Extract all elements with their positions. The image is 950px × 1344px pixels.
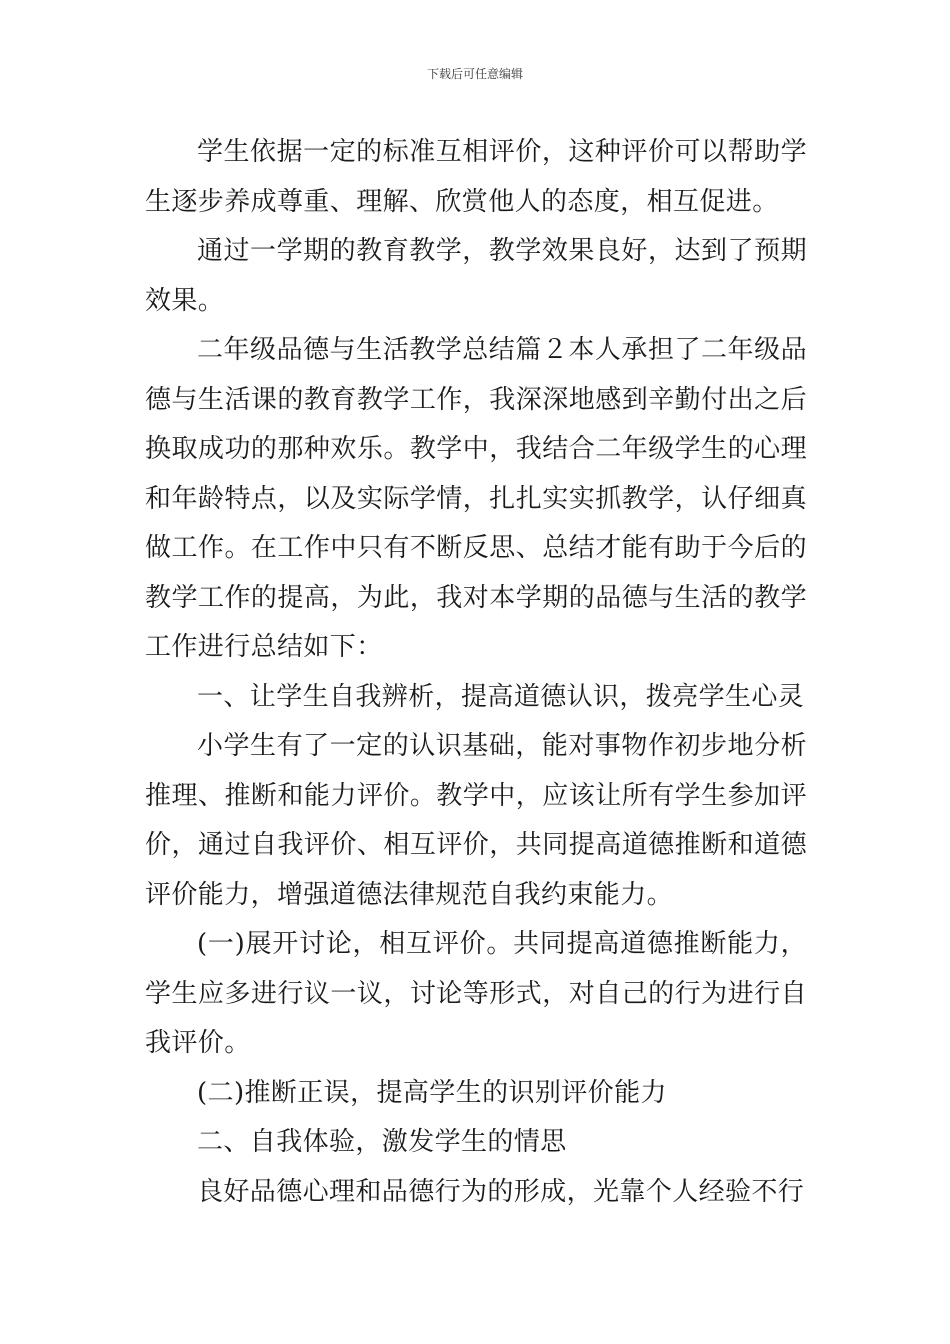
section-heading: 二、自我体验，激发学生的情思 <box>197 1127 567 1157</box>
section-heading: 一、让学生自我辨析，提高道德认识，拨亮学生心灵 <box>197 681 805 712</box>
document-body <box>145 128 807 1217</box>
paragraph: 学生依据一定的标准互相评价，这种评价可以帮助学生逐步养成尊重、理解、欣赏他人的态度，相互促进。 <box>145 137 807 217</box>
paragraph: (一)展开讨论，相互评价。共同提高道德推断能力，学生应多进行议一议，讨论等形式，对自己的行为进行自我评价。 <box>145 929 807 1058</box>
page-header-note: 下载后可任意编辑 <box>426 67 523 81</box>
paragraph: 二年级品德与生活教学总结篇２本人承担了二年级品德与生活课的教育教学工作，我深深地感到辛勤付出之后换取成功的那种欢乐。教学中，我结合二年级学生的心理和年龄特点，以及实际学情，扎扎实实抓教学，认仔细真做工作。在工作中只有不断反思、总结才能有助于今后的教学工作的提高，为此，我对本学期的品德与生活的教学工作进行总结如下： <box>145 335 807 662</box>
paragraph: 小学生有了一定的认识基础，能对事物作初步地分析推理、推断和能力评价。教学中，应该让所有学生参加评价，通过自我评价、相互评价，共同提高道德推断和道德评价能力，增强道德法律规范自我约束能力。 <box>145 731 807 910</box>
subsection-heading: (二)推断正误，提高学生的识别评价能力 <box>197 1077 667 1108</box>
paragraph: 良好品德心理和品德行为的形成，光靠个人经验不行 <box>197 1176 805 1207</box>
paragraph: 通过一学期的教育教学，教学效果良好，达到了预期效果。 <box>145 236 807 316</box>
